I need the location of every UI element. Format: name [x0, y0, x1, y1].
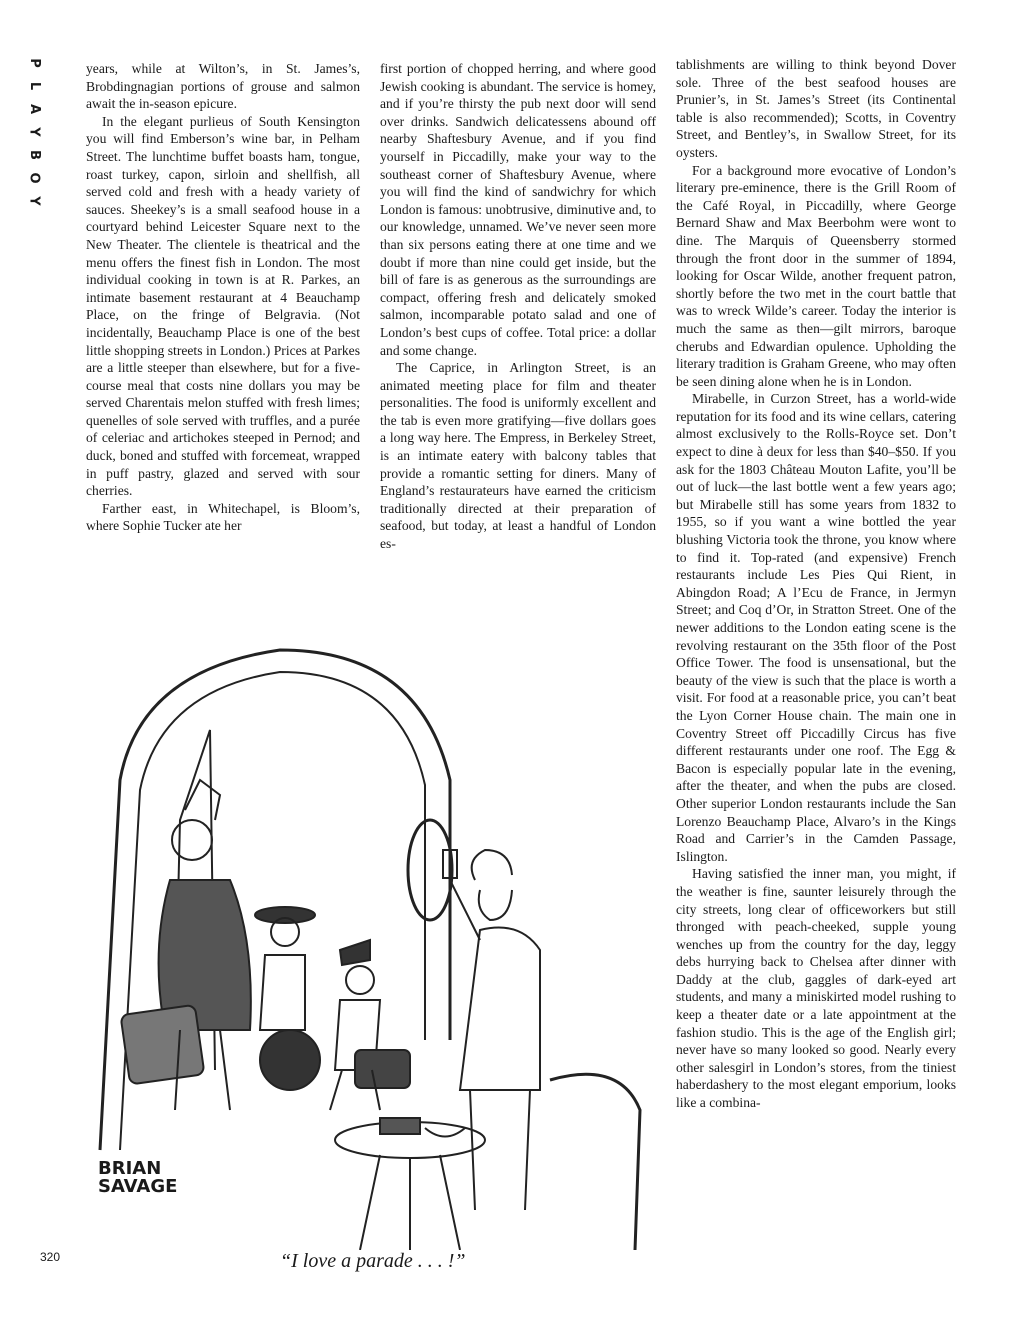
paragraph: tablishments are willing to think beyond Dover sole. Three of the best seafood houses are Prunier’s, in St. James’s Street (its Continental table is also recommended); Scotts, in Coventry Street, and Bentley’s, in Swallow Street, for its oysters. — [676, 57, 956, 160]
masthead-letter: P — [27, 58, 42, 68]
page-number: 320 — [40, 1250, 61, 1264]
text-column-1 — [86, 60, 360, 535]
paragraph: In the elegant purlieus of South Kensington you will find Emberson’s wine bar, in Pelham Street. The lunchtime buffet boasts ham, tongue, roast turkey, capon, sirloin and shellfish, all served cold and fresh with a heady variety of sauces. Sheekey’s is a small seafood house in a courtyard behind Leicester Square next to the New Theater. The clientele is theatrical and the menu offers the finest fish in London. The most individual cooking in town is at R. Parkes, an intimate basement restaurant at 4 Beauchamp Place, on the fringe of Belgravia. (Not incidentally, Beauchamp Place is one of the best little shopping streets in London.) Prices at Parkes are a little steeper than elsewhere, but for a five-course meal that costs nine dollars you may be served Charentais melon stuffed with fresh limes; quenelles of sole served with truffles, and a purée of celeriac and artichokes steeped in Pernod; and duck, boned and stuffed with forcemeat, wrapped in puff pastry, glazed and served with sour cherries. — [86, 113, 360, 499]
cartoon-caption: “I love a parade . . . !” — [280, 1250, 466, 1272]
masthead-letter: L — [26, 81, 42, 91]
paragraph: Mirabelle, in Curzon Street, has a world-wide reputation for its food and its wine cellars, catering almost exclusively to the Rolls-Royce set. Don’t expect to dine à deux for less than $40–$50. If you ask for the 1803 Château Mouton Lafite, you’ll be out of luck—the last bottle went a few years ago; but Mirabelle still has some years from 1832 to 1955, so if you want a wine bottled the year blushing Victoria took the throne, you know where to find it. Top-rated (and expensive) French restaurants include Les Pies Qui Rient, in Abingdon Road; A l’Ecu de France, in Jermyn Street; and Coq d’Or, in Stratton Street. One of the newer additions to the London eating scene is the revolving restaurant on the 35th floor of the Post Office Tower. The food is unsensational, but the beauty of the view is such that the place is worth a visit. For food at a reasonable price, you can’t beat the Lyon Corner House chain. The main one in Coventry Street off Piccadilly Circus has five different restaurants under one roof. The Egg & Bacon is especially popular late in the evening, after the theater, and when the pubs are closed. Other superior London restaurants include the San Lorenzo Beauchamp Place, Alvaro’s in the Kings Road and Carrier’s in the Camden Passage, Islington. — [676, 391, 956, 864]
signature-line: BRIAN — [98, 1158, 162, 1179]
paragraph: years, while at Wilton’s, in St. James’s, Brobdingnagian portions of grouse and salmon await the in-season epicure. — [86, 61, 360, 112]
signature-line: SAVAGE — [98, 1176, 178, 1197]
text-column-3 — [676, 56, 956, 1112]
masthead-letter: Y — [26, 127, 42, 137]
masthead-letter: Y — [26, 196, 42, 206]
paragraph: Farther east, in Whitechapel, is Bloom’s, where Sophie Tucker ate her — [86, 500, 360, 534]
paragraph: The Caprice, in Arlington Street, is an animated meeting place for film and theater personalities. The food is uniformly excellent and the tab is even more gratifying—five dollars goes a long way here. The Empress, in Berkeley Street, is an intimate eatery with balcony tables that provide a romantic setting for diners. Many of England’s restaurateurs have earned the criticism traditionally directed at their preparation of seafood, but today, at least a handful of London es- — [380, 360, 656, 552]
cartoon-illustration — [80, 610, 660, 1250]
paragraph: For a background more evocative of London’s literary pre-eminence, there is the Grill Room of the Café Royal, in Piccadilly, where George Bernard Shaw and Max Beerbohm were wont to dine. The Marquis of Queensberry stormed through the front door in the summer of 1894, looking for Oscar Wilde, another frequent patron, shortly before the two met in the court battle that was to wreck Wilde’s career. Today the interior is much the same as then—gilt mirrors, baroque cherubs and Edwardian opulence. Upholding the literary tradition is Graham Greene, who may often be seen dining alone when he is in London. — [676, 162, 956, 389]
artist-signature — [98, 1160, 178, 1210]
magazine-name-vertical — [22, 56, 46, 208]
paragraph: Having satisfied the inner man, you might, if the weather is fine, saunter leisurely through the city streets, long clear of officeworkers but still thronged with peach-cheeked, supple young wenches up from the country for the day, leggy debs hurrying back to Chelsea after dinner with Daddy at the club, gaggles of dark-eyed art students, and many a miniskirted model rushing to keep a theater date or a late appointment at the fashion studio. This is the age of the English girl; never have so many looked so good. Nearly every other salesgirl in London’s stores, from the tiniest haberdashery to the most elegant emporium, looks like a combina- — [676, 866, 956, 1111]
masthead-letter: B — [26, 150, 42, 160]
masthead-letter: A — [27, 103, 42, 115]
masthead-letter: O — [27, 172, 42, 184]
paragraph: first portion of chopped herring, and where good Jewish cooking is abundant. The service is homey, and if you’re thirsty the pub next door will send over drinks. Sandwich delicatessens abound off nearby Shaftesbury Avenue, and if you find yourself in Piccadilly, make your way to the southeast corner of Shaftesbury Avenue, where you will find the kind of sandwichry for which London is famous: unobtrusive, diminutive and, to our knowledge, unnamed. We’ve never seen more than six persons eating there at one time and we doubt if more than nine could get inside, but the bill of fare is as generous as the surroundings are compact, offering fresh and delicately smoked salmon, incomparable potato salad and one of London’s best cups of coffee. Total price: a dollar and some change. — [380, 61, 656, 358]
text-column-2 — [380, 60, 656, 553]
